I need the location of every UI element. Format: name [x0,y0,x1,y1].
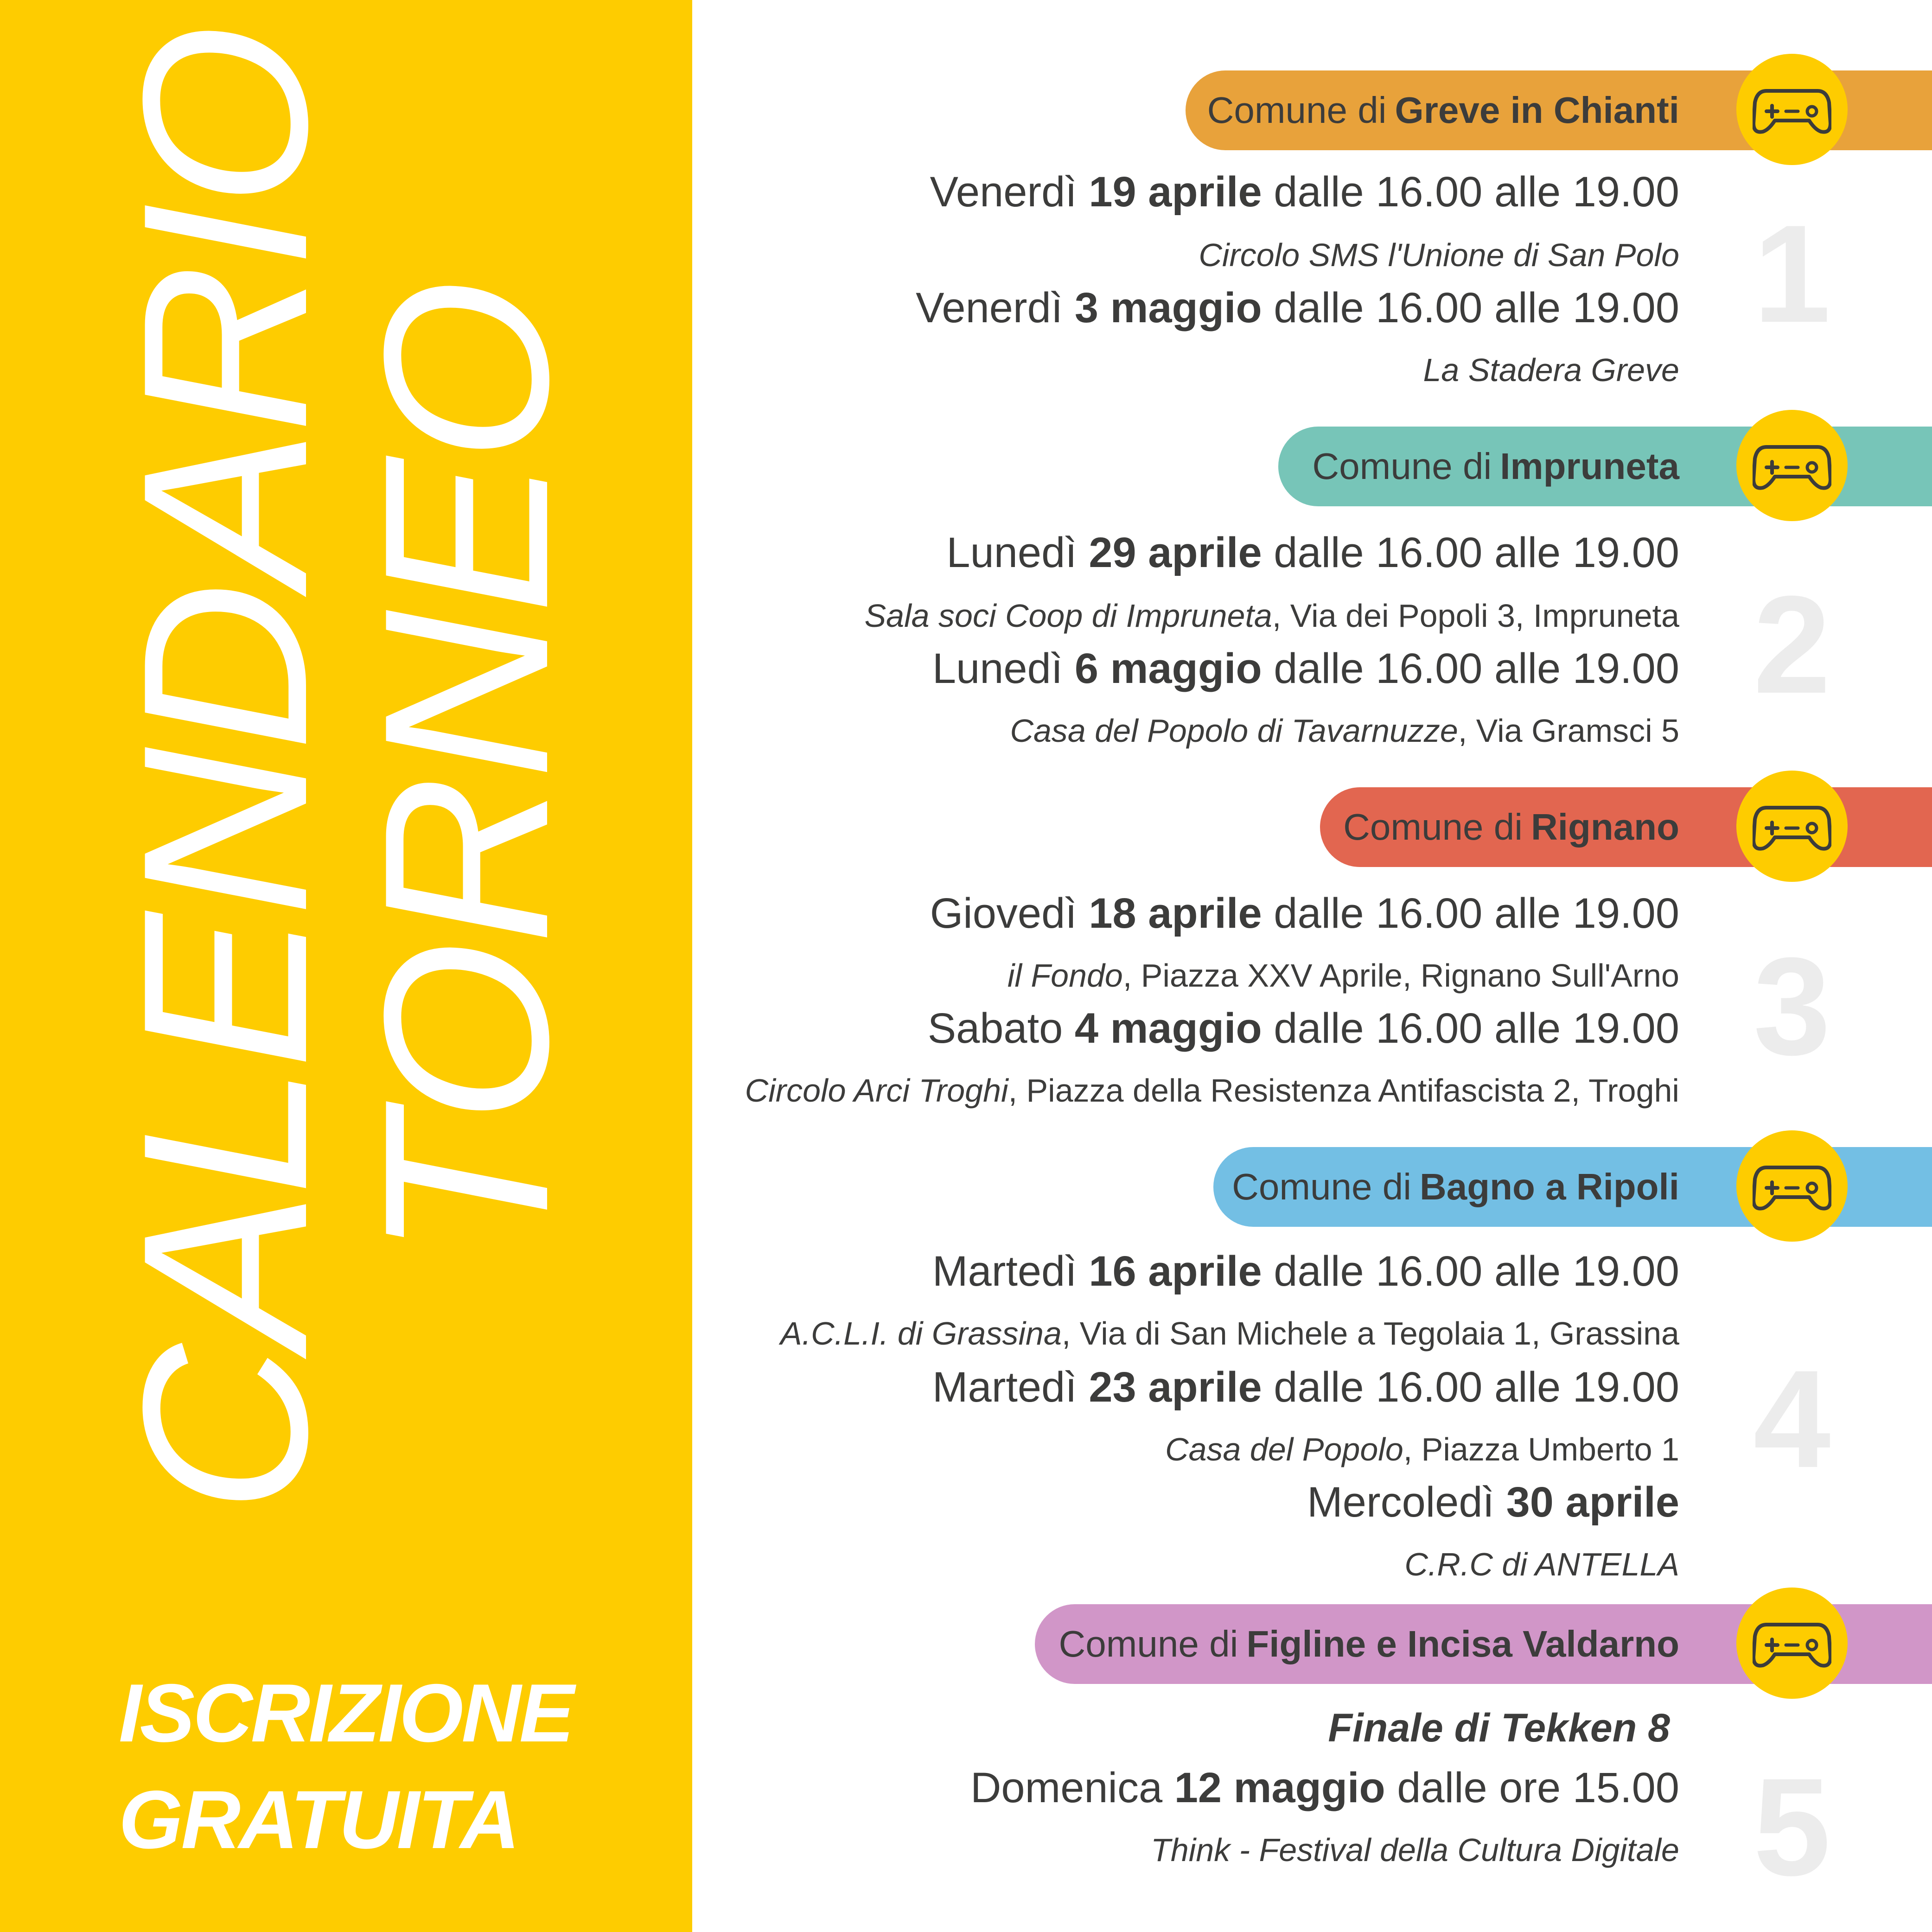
event-venue: Circolo SMS l'Unione di San Polo [1199,237,1679,273]
free-registration [119,1660,573,1873]
event-date: Lunedì 6 maggio dalle 16.00 alle 19.00 [932,645,1679,692]
event-venue: Casa del Popolo, Piazza Umberto 1 [1165,1431,1679,1467]
event-date: Mercoledì 30 aprile [1307,1479,1679,1526]
gamepad-icon [1736,1130,1848,1242]
comune-prefix: Comune di [1343,806,1523,848]
comune-name: Rignano [1531,806,1679,848]
event-venue: A.C.L.I. di Grassina, Via di San Michele a Tegolaia 1, Grassina [780,1315,1679,1352]
title-calendario: CALENDARIO [95,28,356,1513]
vertical-title [95,28,597,1513]
comune-prefix: Comune di [1312,446,1492,487]
comune-name: Bagno a Ripoli [1420,1166,1679,1207]
section-number-3: 3 [1753,928,1831,1084]
event-date: Martedì 16 aprile dalle 16.00 alle 19.00 [932,1248,1679,1295]
comune-name: Impruneta [1500,446,1679,487]
event-date: Domenica 12 maggio dalle ore 15.00 [970,1764,1679,1811]
gamepad-icon [1736,771,1848,882]
event-date: Venerdì 19 aprile dalle 16.00 alle 19.00 [930,168,1679,216]
event-venue: il Fondo, Piazza XXV Aprile, Rignano Sull'Arno [1007,957,1679,994]
gamepad-icon [1736,410,1848,521]
event-venue: C.R.C di ANTELLA [1404,1546,1679,1582]
comune-name: Figline e Incisa Valdarno [1246,1623,1679,1664]
event-date: Giovedì 18 aprile dalle 16.00 alle 19.00 [930,890,1679,937]
event-date: Venerdì 3 maggio dalle 16.00 alle 19.00 [916,284,1679,332]
comune-prefix: Comune di [1232,1166,1411,1207]
event-venue: Circolo Arci Troghi, Piazza della Resistenza Antifascista 2, Troghi [745,1072,1679,1109]
event-venue: La Stadera Greve [1423,352,1679,388]
section-number-1: 1 [1753,196,1831,351]
gamepad-icon [1736,54,1848,165]
gamepad-icon [1736,1588,1848,1699]
final-title: Finale di Tekken 8 [1328,1706,1670,1750]
event-date: Lunedì 29 aprile dalle 16.00 alle 19.00 [946,529,1679,576]
yellow-sidebar [0,0,692,1932]
section-number-2: 2 [1753,567,1831,722]
section-number-5: 5 [1753,1749,1831,1905]
event-venue: Sala soci Coop di Impruneta, Via dei Popoli 3, Impruneta [864,598,1679,634]
event-date: Sabato 4 maggio dalle 16.00 alle 19.00 [927,1005,1679,1052]
cta-line1: ISCRIZIONE [119,1667,573,1759]
section-number-4: 4 [1753,1341,1831,1497]
event-date: Martedì 23 aprile dalle 16.00 alle 19.00 [932,1364,1679,1411]
comune-name: Greve in Chianti [1395,89,1679,131]
comune-prefix: Comune di [1207,89,1387,131]
cta-line2: GRATUITA [119,1773,518,1866]
title-torneo: TORNEO [336,283,597,1258]
comune-prefix: Comune di [1058,1623,1238,1664]
event-venue: Casa del Popolo di Tavarnuzze, Via Gramsci 5 [1010,713,1679,749]
event-venue: Think - Festival della Cultura Digitale [1151,1832,1679,1868]
